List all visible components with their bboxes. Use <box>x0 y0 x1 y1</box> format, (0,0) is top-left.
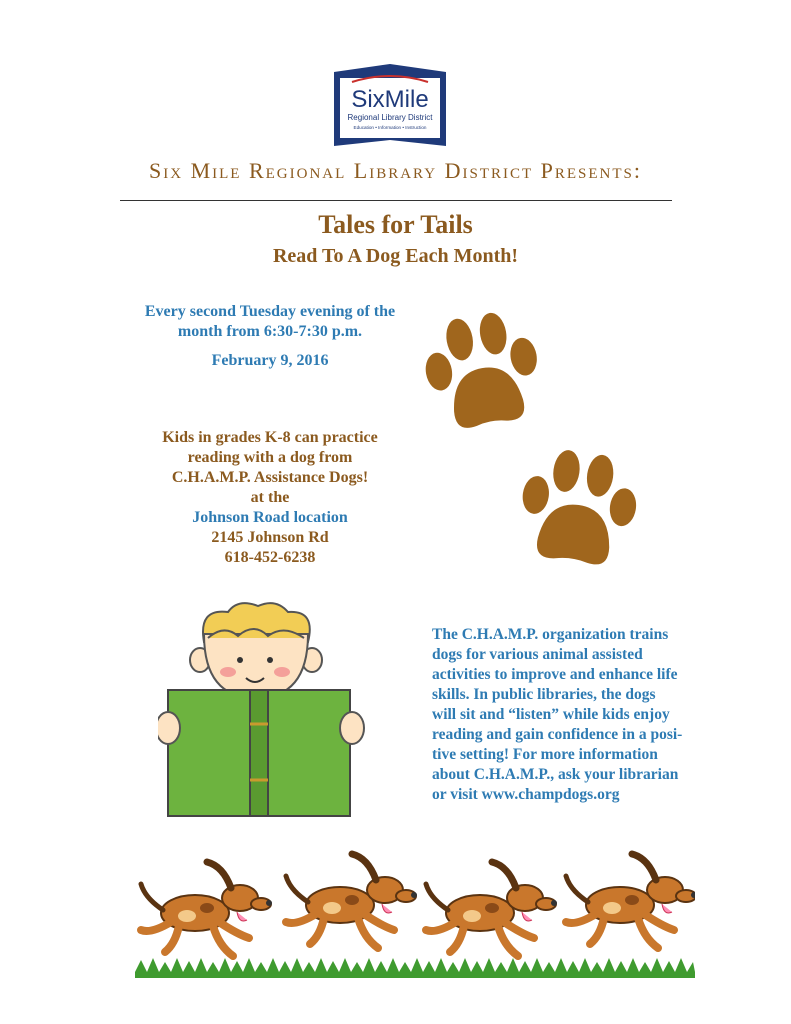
location-address: 2145 Johnson Rd <box>211 529 329 546</box>
champ-line: reading and gain confidence in a posi- <box>432 726 683 743</box>
logo-line2: Education • Information • Instruction <box>353 125 427 130</box>
champ-line: will sit and “listen” while kids enjoy <box>432 706 670 723</box>
event-title: Tales for Tails <box>318 210 473 239</box>
divider <box>120 200 672 201</box>
champ-line: skills. In public libraries, the dogs <box>432 686 656 703</box>
logo-line1: Regional Library District <box>347 113 433 122</box>
kids-line: Kids in grades K-8 can practice <box>162 429 378 446</box>
location-phone: 618-452-6238 <box>224 549 316 566</box>
running-dogs-illustration <box>135 850 695 980</box>
paw-print-icon <box>418 306 548 441</box>
event-subtitle: Read To A Dog Each Month! <box>272 245 519 267</box>
kids-line: at the <box>250 489 290 506</box>
boy-reading-illustration <box>158 598 370 820</box>
schedule-line-1: Every second Tuesday evening of the <box>144 303 396 320</box>
champ-line: tive setting! For more information <box>432 746 658 763</box>
logo-name: SixMile <box>351 86 429 113</box>
schedule-line-2: month from 6:30-7:30 p.m. <box>177 323 363 340</box>
champ-line: or visit www.champdogs.org <box>432 786 620 803</box>
champ-line: dogs for various animal assisted <box>432 646 643 663</box>
library-logo <box>330 62 450 148</box>
location-name: Johnson Road location <box>192 509 348 526</box>
presents-heading: Six Mile Regional Library District Presents: <box>149 158 642 183</box>
schedule-text <box>120 302 420 342</box>
kids-info <box>110 428 430 568</box>
champ-description <box>432 625 732 805</box>
champ-line: about C.H.A.M.P., ask your librarian <box>432 766 679 783</box>
paw-print-icon <box>512 443 644 578</box>
kids-line: C.H.A.M.P. Assistance Dogs! <box>171 469 369 486</box>
champ-line: activities to improve and enhance life <box>432 666 678 683</box>
event-date: February 9, 2016 <box>211 352 329 369</box>
kids-line: reading with a dog from <box>187 449 353 466</box>
champ-line: The C.H.A.M.P. organization trains <box>432 626 669 643</box>
